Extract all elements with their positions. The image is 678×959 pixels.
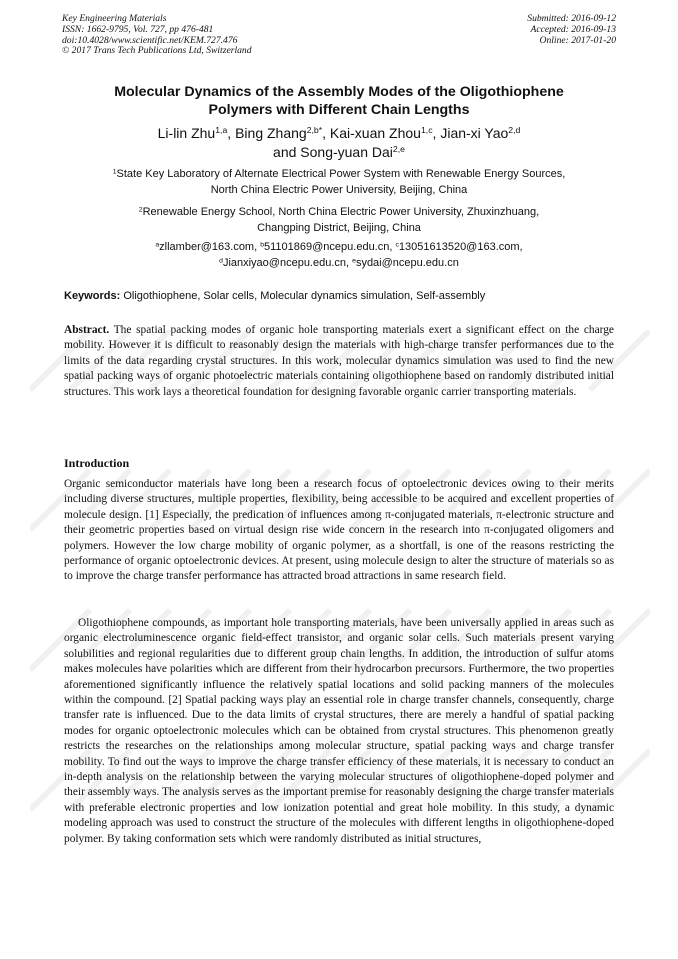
accepted-date: Accepted: 2016-09-13 <box>530 23 616 35</box>
email-link[interactable]: 13051613520@163.com, <box>398 241 523 253</box>
email-link[interactable]: zllamber@163.com, <box>159 241 258 253</box>
author-list: Li-lin Zhu$^{1,a}$, Bing Zhang$^{2,b*}$, Kai-xuan Zhou$^{1,c}$, Jian-xi Yao$^{2,d}$ and Song-yuan Dai$^{2,e}$ <box>157 125 521 160</box>
section-heading-introduction: Introduction <box>64 456 130 470</box>
author-name: Kai-xuan Zhou <box>329 125 421 141</box>
affil-sup: 1 <box>112 168 117 176</box>
keywords <box>64 289 624 303</box>
author-affil-sup: 1,c <box>420 125 433 136</box>
email-sup: b <box>260 241 265 249</box>
header-left <box>62 14 252 57</box>
header-right <box>527 14 616 46</box>
abstract-text: The spatial packing modes of organic hole transporting materials exert a significant effect on the charge mobility. However it is difficult to reasonably design the materials with high-charge transfer performances due to the limits of the data regarding crystal structures. In this work, molecular dynamics simulation was used to find the new spatial packing ways of organic photoelectric materials containing oligothiophene based on randomly distributed initial structures. This work lays a theoretical foundation for designing favorable organic carrier transporting materials. <box>64 324 614 398</box>
affiliation-1 <box>40 167 638 198</box>
email-link[interactable]: 51101869@ncepu.edu.cn, <box>264 241 393 253</box>
author-affil-sup: 2,d <box>508 125 521 136</box>
doi[interactable]: doi:10.4028/www.scientific.net/KEM.727.476 <box>62 34 238 46</box>
copyright: © 2017 Trans Tech Publications Ltd, Switzerland <box>62 45 252 57</box>
affil-line: North China Electric Power University, Beijing, China <box>210 183 468 196</box>
affil-line: Renewable Energy School, North China Electric Power University, Zhuxinzhuang, <box>142 206 540 218</box>
abstract <box>64 323 614 400</box>
author-affil-sup: 1,a <box>215 125 228 136</box>
abstract-label: Abstract. <box>64 324 110 336</box>
keywords-text: Oligothiophene, Solar cells, Molecular dynamics simulation, Self-assembly <box>123 290 486 302</box>
submitted-date: Submitted: 2016-09-12 <box>527 13 616 24</box>
email-list <box>40 240 638 271</box>
affil-line: Changping District, Beijing, China <box>257 221 421 234</box>
author-name: Bing Zhang <box>235 125 307 141</box>
author-affil-sup: 2,e <box>392 144 405 155</box>
title-line-1: Molecular Dynamics of the Assembly Modes of the Oligothiophene <box>114 84 564 100</box>
paragraph: Organic semiconductor materials have long been a research focus of optoelectronic devices owing to their merits including diverse structures, multiple properties, flexibility, being accessible to be acquired and excellent properties of molecule design. [1] Especially, the predication of influences among π-conjugated materials, π-electronic structure and their geometric properties based on virtual design rise wide concern in the research into π-conjugated oligomers and polymers. However the low charge mobility of organic polymer, as a shortfall, is one of the reasons restricting the performance of organic optoelectronic devices. At present, using molecule design to alter the structure of materials so as to improve the charge transfer performance has attracted broad attractions in same research field. <box>64 478 614 583</box>
affiliation-2 <box>40 205 638 236</box>
email-sup: e <box>352 256 356 264</box>
affil-line: State Key Laboratory of Alternate Electrical Power System with Renewable Energy Sources, <box>116 168 566 180</box>
author-affil-sup: 2,b* <box>306 125 323 136</box>
email-link[interactable]: Jianxiyao@ncepu.edu.cn, <box>222 256 350 269</box>
journal-name: Key Engineering Materials <box>62 13 167 24</box>
paper-title <box>40 83 638 119</box>
affil-sup: 2 <box>138 206 143 214</box>
author-name: Li-lin Zhu <box>157 125 216 141</box>
author-name: Song-yuan Dai <box>300 144 393 160</box>
title-line-2: Polymers with Different Chain Lengths <box>208 102 470 118</box>
issn: ISSN: 1662-9795, Vol. 727, pp 476-481 <box>62 23 214 35</box>
email-sup: a <box>155 241 160 249</box>
email-link[interactable]: sydai@ncepu.edu.cn <box>355 256 459 269</box>
author-name: Jian-xi Yao <box>440 125 509 141</box>
email-sup: c <box>395 241 399 249</box>
keywords-label: Keywords: <box>64 290 121 302</box>
online-date: Online: 2017-01-20 <box>539 34 616 46</box>
author-conjunction: and <box>273 144 297 160</box>
paragraph: Oligothiophene compounds, as important hole transporting materials, have been universally applied in areas such as organic electroluminescence organic field-effect transistor, and organic solar cells. Such materials present varying solubilities and regional regularities due to different group chain lengths. In addition, the introduction of sulfur atoms makes molecules have polarities which are different from their hydrocarbon precursors. Furthermore, the two properties aforementioned significantly influence the relatively spatial locations and solid packing manners of the molecules within the compound. [2] Spatial packing ways play an essential role in charge transfer channels, consequently, charge transfer rate is influenced. Due to the data limits of crystal structures, there are merely a handful of spatial packing modes for organic optoelectronic molecules which can be obtained from crystal structures. This phenomenon greatly restricts the researches on the relationships among molecular structure, spatial packing ways and charge transfer mobility. To find out the ways to improve the charge transfer efficiency of these materials, it is necessary to conduct an in-depth analysis on the relationship between the varying molecular structures of oligothiophene-doped polymer and their assembly ways. The analysis serves as the important premise for reasonably designing the charge transfer materials with preferable electronic properties and low ionization potential and great hole mobility. In this study, a dynamic modeling approach was used to construct the structure of the molecules with different lengths in oligothiophene-doped polymer. By taking conformation sets which were randomly distributed as initial structures, <box>64 617 614 845</box>
email-sup: d <box>219 256 223 264</box>
